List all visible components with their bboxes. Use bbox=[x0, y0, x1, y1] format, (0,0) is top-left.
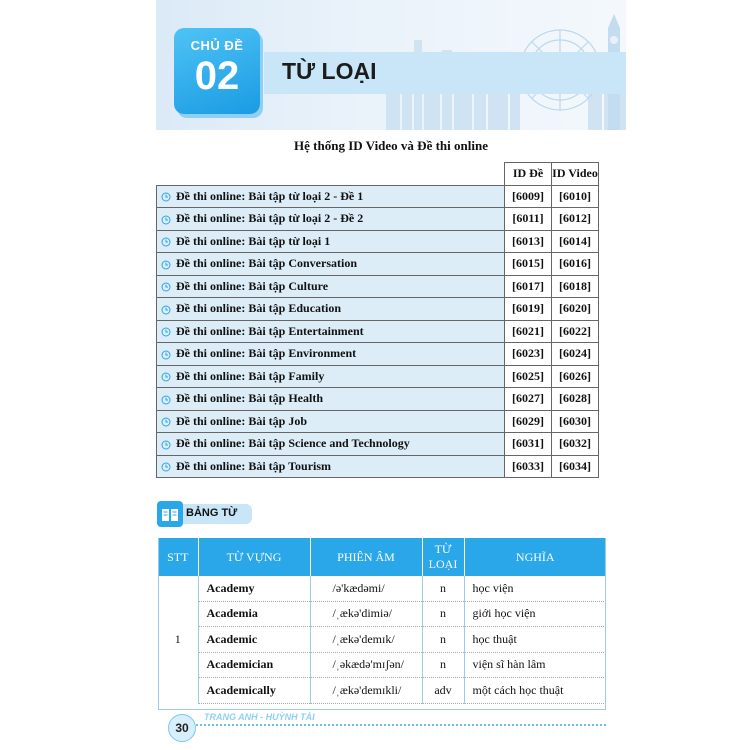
author-credit: TRANG ANH - HUỲNH TÀI bbox=[200, 712, 319, 722]
exam-name[interactable]: Đề thi online: Bài tập từ loại 2 - Đề 1 bbox=[176, 188, 364, 203]
exam-name[interactable]: Đề thi online: Bài tập Entertainment bbox=[176, 323, 364, 338]
chapter-label: CHỦ ĐỀ bbox=[190, 38, 244, 53]
vocab-meaning: học viện bbox=[464, 576, 606, 601]
exam-id[interactable]: [6013] bbox=[505, 230, 552, 253]
video-id[interactable]: [6028] bbox=[552, 388, 599, 411]
page-footer bbox=[156, 712, 606, 742]
vocab-meaning: giới học viện bbox=[464, 601, 606, 627]
vocab-phonetic: /ə'kædəmi/ bbox=[310, 576, 422, 601]
video-id[interactable]: [6016] bbox=[552, 253, 599, 276]
vocab-word: Academician bbox=[198, 652, 310, 678]
vocab-phonetic: /ˌækə'demɪk/ bbox=[310, 627, 422, 653]
video-id[interactable]: [6014] bbox=[552, 230, 599, 253]
exam-name[interactable]: Đề thi online: Bài tập Tourism bbox=[176, 458, 332, 473]
clock-icon bbox=[161, 417, 171, 427]
col-word: TỪ VỰNG bbox=[198, 538, 310, 576]
col-id-de: ID Đề bbox=[505, 163, 552, 186]
video-id[interactable]: [6018] bbox=[552, 275, 599, 298]
clock-icon bbox=[161, 305, 171, 315]
exam-id[interactable]: [6023] bbox=[505, 343, 552, 366]
video-id[interactable]: [6010] bbox=[552, 185, 599, 208]
clock-icon bbox=[161, 372, 171, 382]
chapter-number: 02 bbox=[194, 54, 240, 98]
vocab-section-label bbox=[156, 500, 252, 528]
id-table-row[interactable] bbox=[157, 230, 599, 253]
vocab-meaning: học thuật bbox=[464, 627, 606, 653]
vocab-row bbox=[158, 627, 606, 653]
exam-id[interactable]: [6033] bbox=[505, 455, 552, 478]
id-table-row[interactable] bbox=[157, 320, 599, 343]
vocab-word: Academy bbox=[198, 576, 310, 601]
clock-icon bbox=[161, 282, 171, 292]
clock-icon bbox=[161, 440, 171, 450]
clock-icon bbox=[161, 260, 171, 270]
exam-id[interactable]: [6015] bbox=[505, 253, 552, 276]
video-id[interactable]: [6024] bbox=[552, 343, 599, 366]
exam-name[interactable]: Đề thi online: Bài tập Environment bbox=[176, 346, 357, 361]
video-id[interactable]: [6030] bbox=[552, 410, 599, 433]
video-id[interactable]: [6034] bbox=[552, 455, 599, 478]
exam-name[interactable]: Đề thi online: Bài tập Family bbox=[176, 368, 325, 383]
exam-id[interactable]: [6011] bbox=[505, 208, 552, 231]
id-table bbox=[156, 162, 599, 478]
exam-name[interactable]: Đề thi online: Bài tập Education bbox=[176, 301, 342, 316]
video-id[interactable]: [6022] bbox=[552, 320, 599, 343]
chapter-badge bbox=[174, 28, 260, 114]
col-phonetic: PHIÊN ÂM bbox=[310, 538, 422, 576]
vocab-row bbox=[158, 678, 606, 704]
exam-id[interactable]: [6027] bbox=[505, 388, 552, 411]
vocab-phonetic: /ˌækə'demɪkli/ bbox=[310, 678, 422, 704]
exam-id[interactable]: [6031] bbox=[505, 433, 552, 456]
id-table-row[interactable] bbox=[157, 433, 599, 456]
exam-id[interactable]: [6029] bbox=[505, 410, 552, 433]
video-id[interactable]: [6012] bbox=[552, 208, 599, 231]
chapter-title: TỪ LOẠI bbox=[282, 58, 377, 84]
clock-icon bbox=[161, 327, 171, 337]
id-table-row[interactable] bbox=[157, 275, 599, 298]
vocab-meaning: một cách học thuật bbox=[464, 678, 606, 704]
id-table-row[interactable] bbox=[157, 365, 599, 388]
vocab-pos: n bbox=[422, 576, 464, 601]
clock-icon bbox=[161, 192, 171, 202]
id-table-row[interactable] bbox=[157, 455, 599, 478]
clock-icon bbox=[161, 237, 171, 247]
vocab-row bbox=[158, 601, 606, 627]
col-id-video: ID Video bbox=[552, 163, 599, 186]
id-table-header bbox=[157, 163, 599, 186]
vocab-phonetic: /ˌəkædə'mɪʃən/ bbox=[310, 652, 422, 678]
exam-id[interactable]: [6021] bbox=[505, 320, 552, 343]
id-section-title: Hệ thống ID Video và Đề thi online bbox=[294, 138, 488, 153]
id-table-row[interactable] bbox=[157, 185, 599, 208]
vocab-word: Academic bbox=[198, 627, 310, 653]
col-stt: STT bbox=[158, 538, 198, 576]
vocab-row bbox=[158, 652, 606, 678]
vocab-pos: n bbox=[422, 652, 464, 678]
vocab-label-text: BẢNG TỪ bbox=[186, 507, 238, 519]
exam-name[interactable]: Đề thi online: Bài tập từ loại 1 bbox=[176, 233, 331, 248]
vocab-phonetic: /ˌækə'dimiə/ bbox=[310, 601, 422, 627]
chapter-title-bar bbox=[264, 52, 626, 94]
exam-id[interactable]: [6019] bbox=[505, 298, 552, 321]
vocab-pos: n bbox=[422, 627, 464, 653]
exam-name[interactable]: Đề thi online: Bài tập Job bbox=[176, 413, 308, 428]
video-id[interactable]: [6026] bbox=[552, 365, 599, 388]
stt-cell: 1 bbox=[158, 576, 198, 703]
id-table-row[interactable] bbox=[157, 388, 599, 411]
exam-name[interactable]: Đề thi online: Bài tập Culture bbox=[176, 278, 329, 293]
exam-name[interactable]: Đề thi online: Bài tập Science and Technology bbox=[176, 436, 410, 451]
video-id[interactable]: [6020] bbox=[552, 298, 599, 321]
id-table-row[interactable] bbox=[157, 410, 599, 433]
vocab-header-row bbox=[158, 538, 606, 576]
id-table-row[interactable] bbox=[157, 298, 599, 321]
exam-id[interactable]: [6025] bbox=[505, 365, 552, 388]
id-table-row[interactable] bbox=[157, 343, 599, 366]
video-id[interactable]: [6032] bbox=[552, 433, 599, 456]
vocab-meaning: viện sĩ hàn lâm bbox=[464, 652, 606, 678]
clock-icon bbox=[161, 395, 171, 405]
col-meaning: NGHĨA bbox=[464, 538, 606, 576]
vocab-word: Academically bbox=[198, 678, 310, 704]
exam-name[interactable]: Đề thi online: Bài tập Conversation bbox=[176, 256, 358, 271]
id-table-row[interactable] bbox=[157, 253, 599, 276]
page-number: 30 bbox=[168, 714, 196, 742]
clock-icon bbox=[161, 350, 171, 360]
vocab-pos: n bbox=[422, 601, 464, 627]
vocab-row bbox=[158, 576, 606, 601]
exam-name[interactable]: Đề thi online: Bài tập Health bbox=[176, 391, 324, 406]
exam-name[interactable]: Đề thi online: Bài tập từ loại 2 - Đề 2 bbox=[176, 211, 364, 226]
exam-id[interactable]: [6009] bbox=[505, 185, 552, 208]
vocab-pos: adv bbox=[422, 678, 464, 704]
book-icon bbox=[156, 500, 184, 528]
id-table-row[interactable] bbox=[157, 208, 599, 231]
clock-icon bbox=[161, 215, 171, 225]
col-pos: TỪ LOẠI bbox=[422, 538, 464, 576]
exam-id[interactable]: [6017] bbox=[505, 275, 552, 298]
vocab-word: Academia bbox=[198, 601, 310, 627]
clock-icon bbox=[161, 462, 171, 472]
vocab-table bbox=[158, 538, 606, 704]
